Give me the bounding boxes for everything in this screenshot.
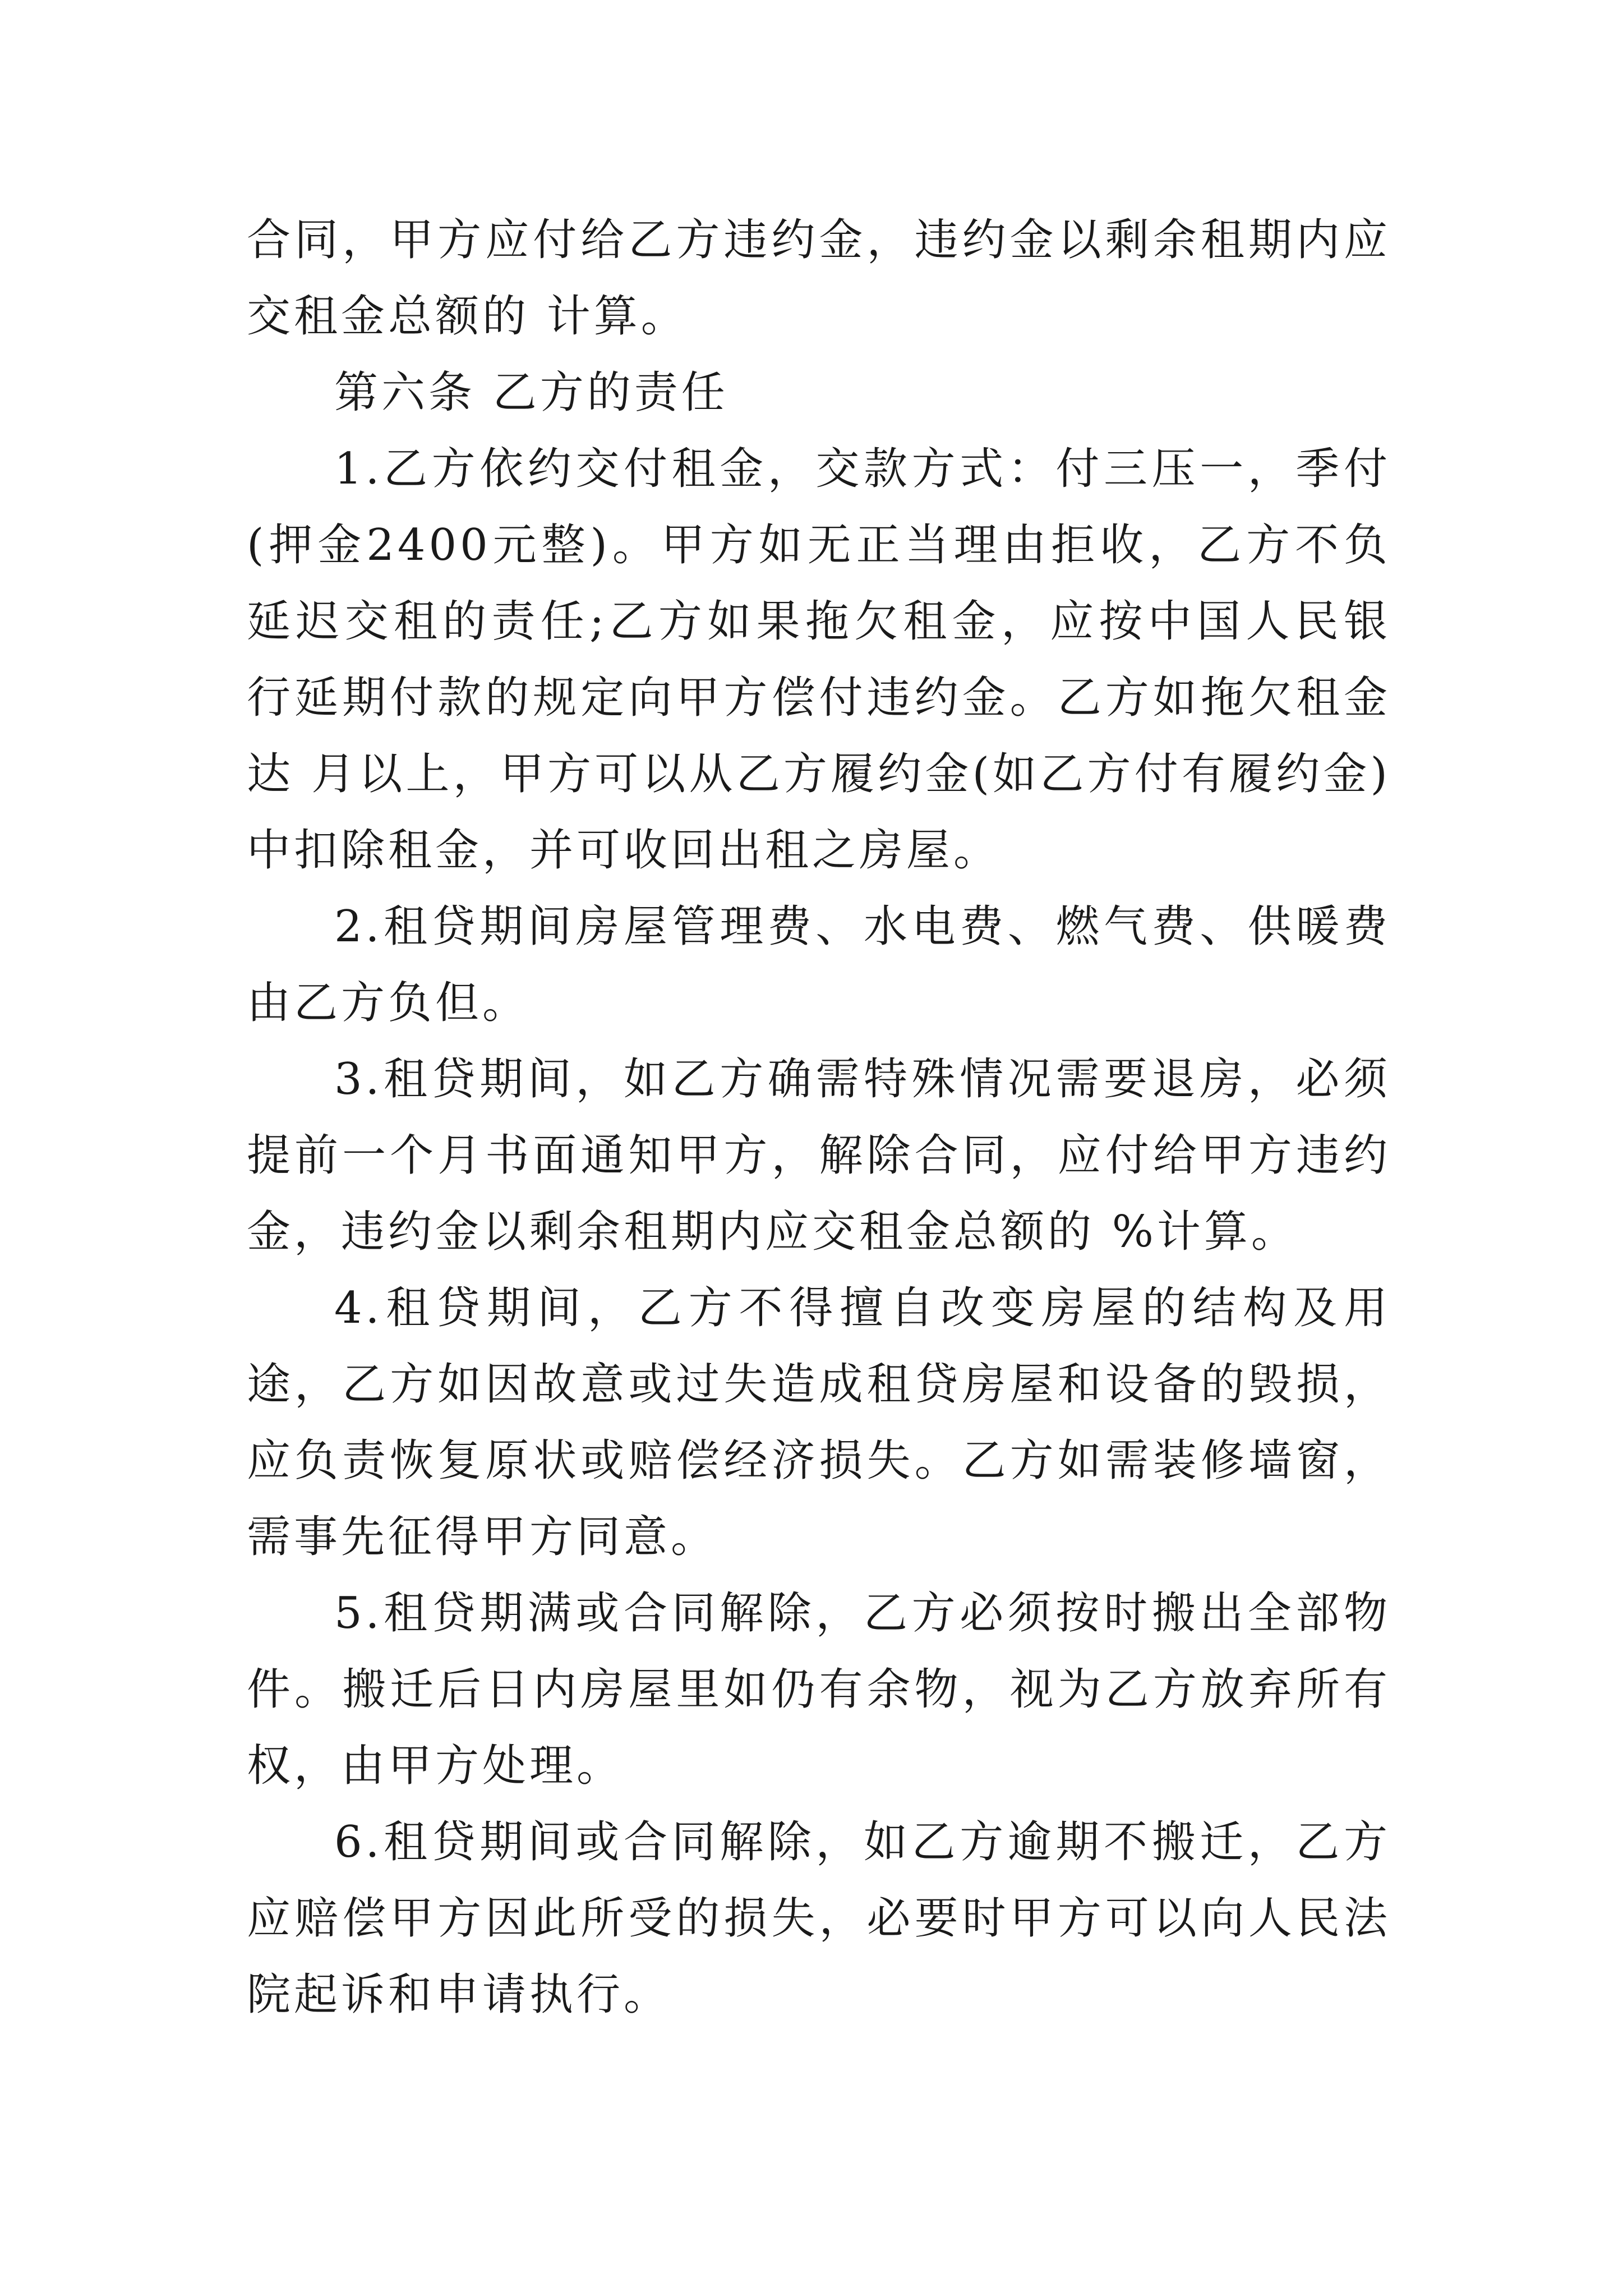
- clause-2: 2.租贷期间房屋管理费、水电费、燃气费、供暖费由乙方负但。: [247, 901, 1391, 1028]
- clause-4: 4.租贷期间，乙方不得擅自改变房屋的结构及用途，乙方如因故意或过失造成租贷房屋和设备的毁损，应负责恢复原状或赔偿经济损失。乙方如需装修墙窗，需事先征得甲方同意。: [247, 1283, 1391, 1562]
- document-body: [247, 202, 1391, 2033]
- clause-5: 5.租贷期满或合同解除，乙方必须按时搬出全部物件。搬迁后日内房屋里如仍有余物，视为乙方放弃所有权，由甲方处理。: [247, 1588, 1391, 1791]
- paragraph-continuation: 合同，甲方应付给乙方违约金，违约金以剩余租期内应交租金总额的 计算。: [247, 215, 1391, 342]
- clause-6: 6.租贷期间或合同解除，如乙方逾期不搬迁，乙方应赔偿甲方因此所受的损失，必要时甲方可以向人民法院起诉和申请执行。: [247, 1817, 1391, 2020]
- clause-3: 3.租贷期间，如乙方确需特殊情况需要退房，必须提前一个月书面通知甲方，解除合同，应付给甲方违约金，违约金以剩余租期内应交租金总额的 %计算。: [247, 1054, 1391, 1257]
- article-heading: 第六条 乙方的责任: [334, 367, 728, 418]
- clause-1: 1.乙方依约交付租金，交款方式：付三压一，季付(押金2400元整)。甲方如无正当理由拒收，乙方不负延迟交租的责任;乙方如果拖欠租金，应按中国人民银行延期付款的规定向甲方偿付违约金。乙方如拖欠租金达 月以上，甲方可以从乙方履约金(如乙方付有履约金)中扣除租金，并可收回出租之房屋。: [247, 444, 1391, 876]
